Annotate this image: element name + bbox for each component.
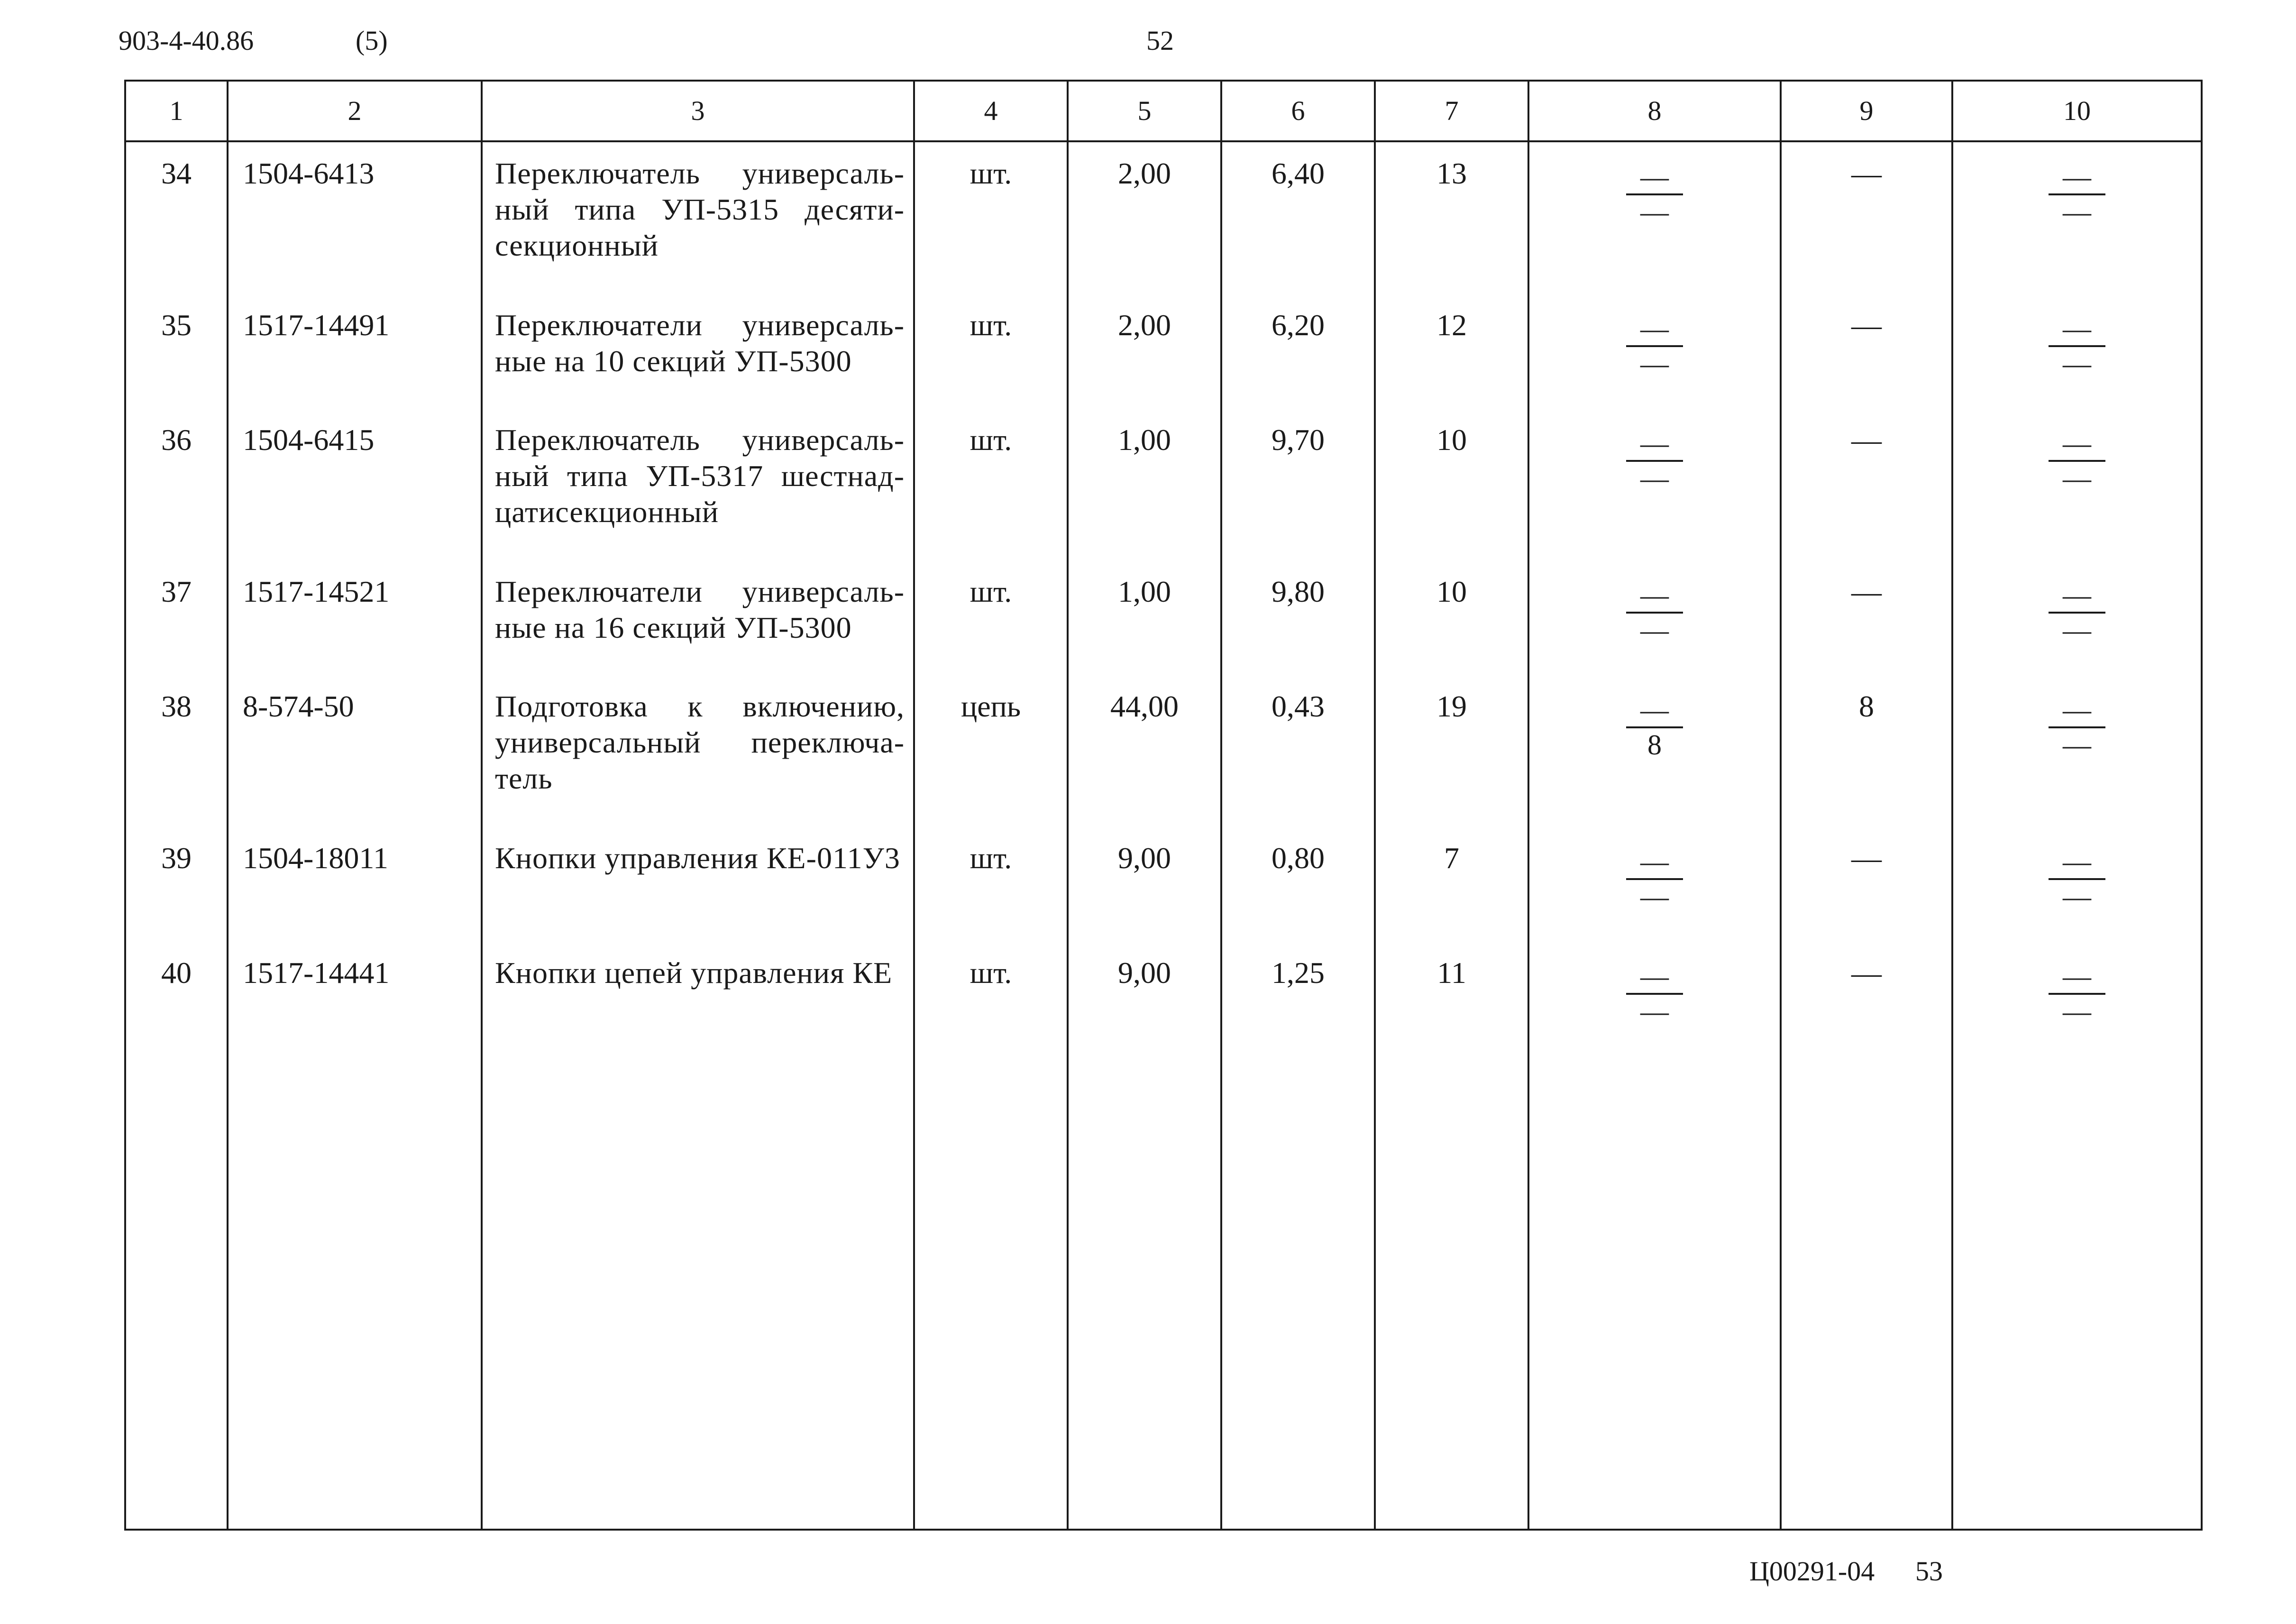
unit: шт. xyxy=(914,141,1068,294)
item-code: 1517-14441 xyxy=(228,942,482,1056)
category-value: 10 xyxy=(1375,560,1528,675)
fraction-top: — xyxy=(1640,579,1669,611)
table-row xyxy=(125,942,2202,1056)
quantity: 44,00 xyxy=(1068,675,1221,827)
item-code: 1517-14521 xyxy=(228,560,482,675)
fraction-top: — xyxy=(1640,694,1669,725)
fraction-top: — xyxy=(2063,313,2091,344)
fraction-top: — xyxy=(1640,961,1669,992)
quantity: 1,00 xyxy=(1068,409,1221,560)
row-number: 38 xyxy=(125,675,228,827)
row-number: 40 xyxy=(125,942,228,1056)
category-value: 7 xyxy=(1375,827,1528,942)
column-header: 1 xyxy=(125,81,228,141)
column-header: 6 xyxy=(1221,81,1375,141)
fraction-top: — xyxy=(2063,846,2091,877)
unit: шт. xyxy=(914,827,1068,942)
item-name: Переключатели универсаль-ные на 16 секций УП-5300 xyxy=(482,560,914,675)
fraction-bottom: — xyxy=(1640,615,1669,646)
specification-table-frame xyxy=(124,80,2201,1531)
document-part: (5) xyxy=(356,25,388,56)
table-row xyxy=(125,294,2202,409)
col8-fraction xyxy=(1528,560,1781,675)
empty-cell xyxy=(228,1056,482,1530)
column-header: 5 xyxy=(1068,81,1221,141)
unit-value: 6,20 xyxy=(1221,294,1375,409)
item-code: 8-574-50 xyxy=(228,675,482,827)
footer-document-code: Ц00291-04 xyxy=(1749,1556,1875,1587)
category-value: 13 xyxy=(1375,141,1528,294)
unit-value: 6,40 xyxy=(1221,141,1375,294)
column-header: 7 xyxy=(1375,81,1528,141)
col9-value: — xyxy=(1781,827,1952,942)
unit-value: 1,25 xyxy=(1221,942,1375,1056)
fraction-bottom: — xyxy=(2063,463,2091,494)
col9-value: — xyxy=(1781,141,1952,294)
empty-cell xyxy=(1068,1056,1221,1530)
item-name: Кнопки управления КЕ-011У3 xyxy=(482,827,914,942)
category-value: 10 xyxy=(1375,409,1528,560)
item-code: 1504-18011 xyxy=(228,827,482,942)
fraction-bottom: 8 xyxy=(1647,729,1662,761)
col10-fraction xyxy=(1952,942,2202,1056)
item-code: 1517-14491 xyxy=(228,294,482,409)
fraction-top: — xyxy=(2063,579,2091,611)
empty-cell xyxy=(1781,1056,1952,1530)
fraction-top: — xyxy=(2063,961,2091,992)
quantity: 9,00 xyxy=(1068,942,1221,1056)
col8-fraction xyxy=(1528,827,1781,942)
empty-cell xyxy=(914,1056,1068,1530)
quantity: 2,00 xyxy=(1068,141,1221,294)
column-header: 9 xyxy=(1781,81,1952,141)
row-number: 39 xyxy=(125,827,228,942)
table-header-row xyxy=(125,81,2202,141)
column-header: 10 xyxy=(1952,81,2202,141)
fraction-bottom: — xyxy=(1640,348,1669,379)
col10-fraction xyxy=(1952,827,2202,942)
fraction-bottom: — xyxy=(2063,729,2091,761)
col10-fraction xyxy=(1952,560,2202,675)
item-name: Кнопки цепей управления КЕ xyxy=(482,942,914,1056)
unit-value: 9,80 xyxy=(1221,560,1375,675)
empty-cell xyxy=(1221,1056,1375,1530)
empty-cell xyxy=(125,1056,228,1530)
table-row xyxy=(125,827,2202,942)
category-value: 11 xyxy=(1375,942,1528,1056)
column-header: 8 xyxy=(1528,81,1781,141)
column-header: 4 xyxy=(914,81,1068,141)
col8-fraction xyxy=(1528,294,1781,409)
unit-value: 0,43 xyxy=(1221,675,1375,827)
fraction-bottom: — xyxy=(1640,881,1669,912)
item-code: 1504-6415 xyxy=(228,409,482,560)
col9-value: — xyxy=(1781,294,1952,409)
col8-fraction xyxy=(1528,141,1781,294)
table-filler-row xyxy=(125,1056,2202,1530)
fraction-top: — xyxy=(2063,161,2091,193)
quantity: 2,00 xyxy=(1068,294,1221,409)
fraction-bottom: — xyxy=(1640,463,1669,494)
empty-cell xyxy=(1375,1056,1528,1530)
table-row xyxy=(125,560,2202,675)
unit-value: 0,80 xyxy=(1221,827,1375,942)
item-name: Переключатели универсаль-ные на 10 секций УП-5300 xyxy=(482,294,914,409)
col10-fraction xyxy=(1952,141,2202,294)
fraction-top: — xyxy=(2063,428,2091,459)
row-number: 37 xyxy=(125,560,228,675)
fraction-bottom: — xyxy=(2063,881,2091,912)
fraction-top: — xyxy=(1640,161,1669,193)
row-number: 36 xyxy=(125,409,228,560)
unit: шт. xyxy=(914,942,1068,1056)
col9-value: — xyxy=(1781,560,1952,675)
table-row xyxy=(125,409,2202,560)
empty-cell xyxy=(482,1056,914,1530)
fraction-bottom: — xyxy=(1640,996,1669,1027)
specification-table xyxy=(124,80,2203,1531)
fraction-bottom: — xyxy=(2063,996,2091,1027)
col10-fraction xyxy=(1952,675,2202,827)
col8-fraction xyxy=(1528,675,1781,827)
fraction-top: — xyxy=(2063,694,2091,725)
fraction-bottom: — xyxy=(2063,348,2091,379)
unit: шт. xyxy=(914,560,1068,675)
unit-value: 9,70 xyxy=(1221,409,1375,560)
unit: шт. xyxy=(914,294,1068,409)
col9-value: 8 xyxy=(1781,675,1952,827)
fraction-bottom: — xyxy=(1640,196,1669,228)
table-row xyxy=(125,675,2202,827)
fraction-top: — xyxy=(1640,428,1669,459)
document-code: 903-4-40.86 xyxy=(119,25,254,56)
col10-fraction xyxy=(1952,294,2202,409)
fraction-bottom: — xyxy=(2063,196,2091,228)
empty-cell xyxy=(1528,1056,1781,1530)
empty-cell xyxy=(1952,1056,2202,1530)
row-number: 34 xyxy=(125,141,228,294)
quantity: 9,00 xyxy=(1068,827,1221,942)
unit: шт. xyxy=(914,409,1068,560)
item-name: Переключатель универсаль-ный типа УП-5315 десяти-секционный xyxy=(482,141,914,294)
item-name: Переключатель универсаль-ный типа УП-5317 шестнад-цатисекционный xyxy=(482,409,914,560)
category-value: 12 xyxy=(1375,294,1528,409)
fraction-top: — xyxy=(1640,313,1669,344)
category-value: 19 xyxy=(1375,675,1528,827)
col10-fraction xyxy=(1952,409,2202,560)
col9-value: — xyxy=(1781,409,1952,560)
item-code: 1504-6413 xyxy=(228,141,482,294)
unit: цепь xyxy=(914,675,1068,827)
quantity: 1,00 xyxy=(1068,560,1221,675)
col9-value: — xyxy=(1781,942,1952,1056)
item-name: Подготовка к включению, универсальный переключа-тель xyxy=(482,675,914,827)
column-header: 2 xyxy=(228,81,482,141)
fraction-top: — xyxy=(1640,846,1669,877)
column-header: 3 xyxy=(482,81,914,141)
col8-fraction xyxy=(1528,409,1781,560)
footer-page-number: 53 xyxy=(1915,1556,1943,1587)
fraction-bottom: — xyxy=(2063,615,2091,646)
col8-fraction xyxy=(1528,942,1781,1056)
page-number: 52 xyxy=(1146,25,1174,56)
table-row xyxy=(125,141,2202,294)
row-number: 35 xyxy=(125,294,228,409)
